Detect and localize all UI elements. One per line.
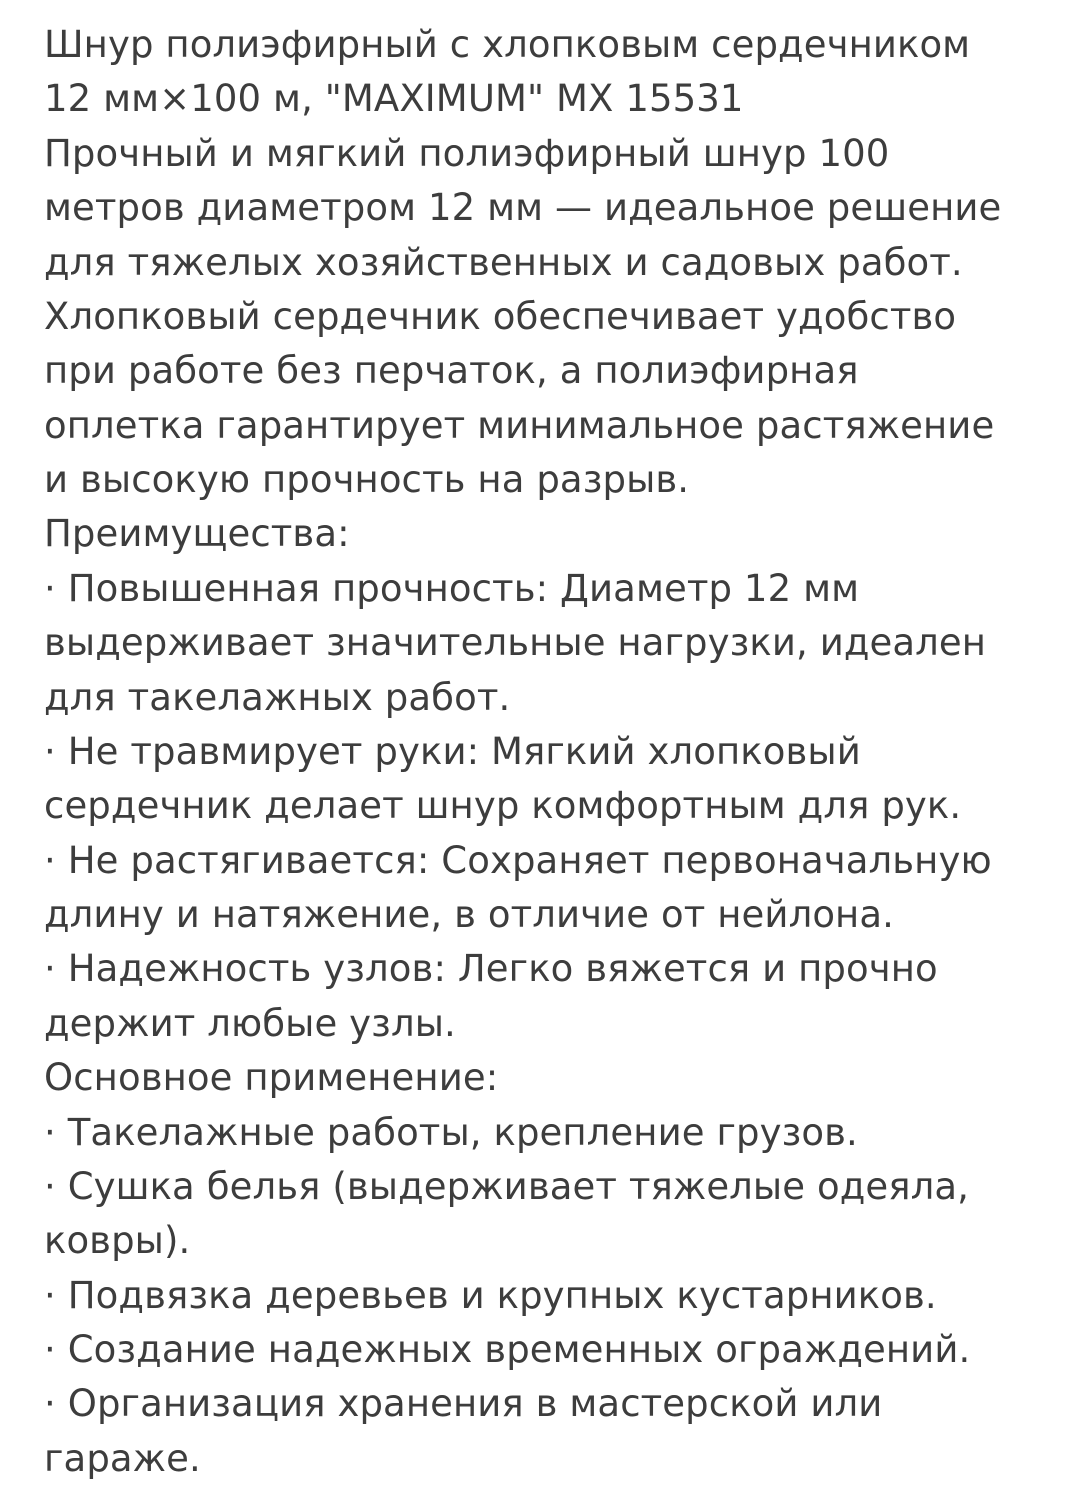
section-heading-advantages: Преимущества:: [44, 512, 350, 556]
list-item: · Создание надежных временных ограждений.: [44, 1328, 971, 1371]
list-item: · Не травмирует руки: Мягкий хлопковый сердечник делает шнур комфортным для рук.: [44, 729, 962, 828]
list-item: · Повышенная прочность: Диаметр 12 мм выдерживает значительные нагрузки, идеален для такелажных работ.: [44, 566, 987, 719]
intro-paragraph: Прочный и мягкий полиэфирный шнур 100 метров диаметром 12 мм — идеальное решение для тяжелых хозяйственных и садовых работ. Хлопковый сердечник обеспечивает удобство при работе без перчаток, а полиэфирная оплетка гарантирует минимальное растяжение и высокую прочность на разрыв.: [44, 131, 1002, 501]
list-item: · Такелажные работы, крепление грузов.: [44, 1110, 858, 1154]
list-item: · Не растягивается: Сохраняет первоначальную длину и натяжение, в отличие от нейлона.: [44, 838, 992, 936]
product-description: [44, 18, 1020, 1486]
section-heading-applications: Основное применение:: [44, 1056, 499, 1100]
page-title: Шнур полиэфирный с хлопковым сердечником 12 мм×100 м, "MAXIMUM" MX 15531: [44, 23, 971, 121]
list-item: · Сушка белья (выдерживает тяжелые одеяла, ковры).: [44, 1164, 969, 1263]
list-item: · Подвязка деревьев и крупных кустарников.: [44, 1273, 937, 1317]
list-item: · Надежность узлов: Легко вяжется и прочно держит любые узлы.: [44, 947, 938, 1045]
list-item: · Организация хранения в мастерской или гараже.: [44, 1382, 883, 1480]
